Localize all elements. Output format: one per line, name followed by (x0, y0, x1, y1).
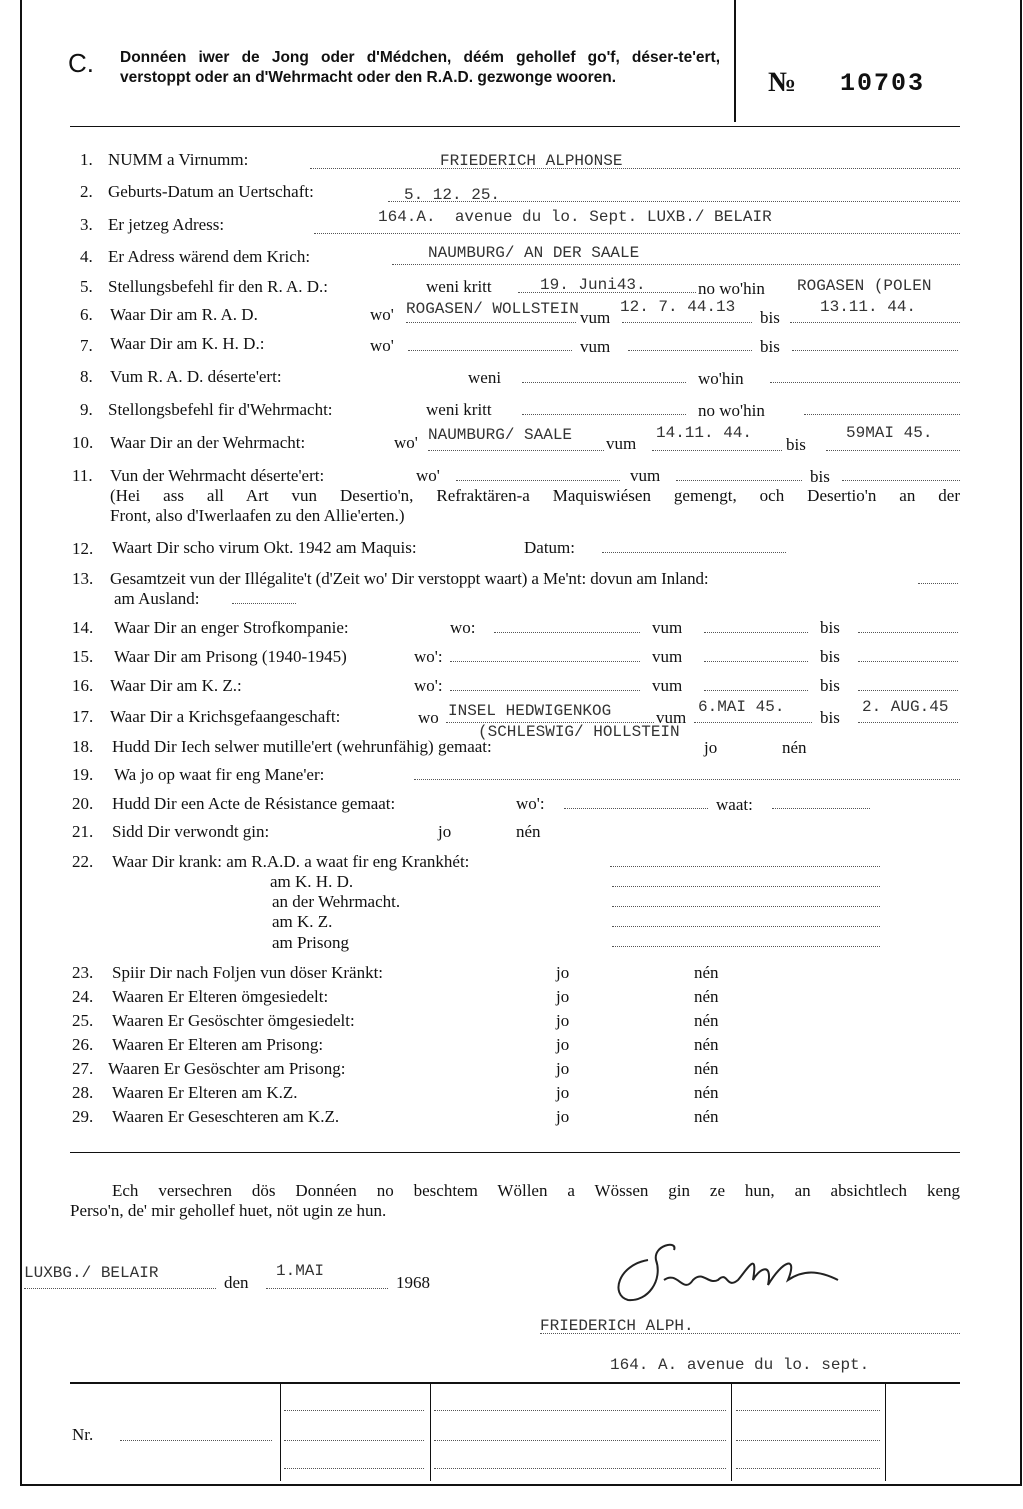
pow-from-field[interactable] (694, 722, 812, 723)
wohin-label: wo'hin (698, 369, 744, 388)
illness-wehrmacht-field[interactable] (612, 906, 880, 907)
desert-from-field[interactable] (676, 480, 802, 481)
kz-to-field[interactable] (858, 690, 958, 691)
rad-order-date: 19. Juni43. (540, 276, 646, 294)
item-number: 29. (72, 1107, 94, 1126)
table-cell[interactable] (284, 1468, 424, 1469)
item-number: 7. (80, 336, 93, 355)
item-number: 18. (72, 737, 94, 756)
illness-sub-label: am K. H. D. (270, 872, 354, 891)
bis-label: bis (820, 618, 840, 637)
illness-kz-field[interactable] (612, 926, 880, 927)
note-text: Front, also d'Iwerlaafen zu den Allie'erten.) (110, 506, 405, 525)
address-value: 164.A. avenue du lo. Sept. LUXB./ BELAIR (378, 208, 772, 226)
wounded-label: Sidd Dir verwondt gin: (112, 822, 270, 841)
table-cell[interactable] (284, 1410, 424, 1411)
item-number: 2. (80, 182, 93, 201)
no-option[interactable]: nén (782, 738, 807, 757)
rad-to-field[interactable] (790, 322, 960, 323)
wo-label: wo' (370, 336, 394, 355)
datum-label: Datum: (524, 538, 575, 557)
table-column-divider (430, 1383, 431, 1481)
wo-label: wo': (414, 647, 443, 666)
pow-place-region: (SCHLESWIG/ HOLLSTEIN (478, 723, 680, 741)
mutilation-label: Hudd Dir Iech selwer mutille'ert (wehrunfähig) gemaat: (112, 737, 492, 756)
rad-order-destination: ROGASEN (POLEN (797, 277, 932, 295)
rad-from: 12. 7. 44.13 (620, 298, 736, 316)
item-number: 17. (72, 707, 94, 726)
signer-address: 164. A. avenue du lo. sept. (610, 1356, 870, 1374)
yes-option[interactable]: jo (556, 963, 570, 982)
prison-label: Waar Dir am Prisong (1940-1945) (114, 647, 347, 666)
war-address-label: Er Adress wärend dem Krich: (108, 247, 311, 266)
wehrmacht-order-date-field[interactable] (522, 414, 686, 415)
rad-desert-date-field[interactable] (522, 382, 686, 383)
khd-place-field[interactable] (408, 350, 572, 351)
desert-to-field[interactable] (842, 480, 960, 481)
abroad-field[interactable] (232, 603, 296, 604)
question-label: Spiir Dir nach Foljen vun döser Kränkt: (112, 963, 384, 982)
pow-label: Waar Dir a Krichsgefaangeschaft: (110, 707, 341, 726)
desert-place-field[interactable] (456, 480, 620, 481)
den-label: den (224, 1273, 249, 1292)
vum-label: vum (580, 337, 611, 356)
rad-desert-dest-field[interactable] (770, 382, 960, 383)
wo-label: wo' (394, 433, 418, 452)
vum-label: vum (656, 708, 687, 727)
table-top-border (70, 1382, 960, 1384)
item-number: 9. (80, 400, 93, 419)
rad-from-field[interactable] (622, 322, 752, 323)
illness-sub-label: am K. Z. (272, 912, 333, 931)
item-number: 12. (72, 539, 94, 558)
bis-label: bis (760, 337, 780, 356)
item-number: 25. (72, 1011, 94, 1030)
table-cell[interactable] (434, 1440, 726, 1441)
war-address-field[interactable] (392, 264, 960, 265)
illegality-label: Gesamtzeit vun der Illégalite't (d'Zeit wo' Dir verstoppt waart) a Me'nt: dovun am Inland: (110, 569, 709, 588)
no-option[interactable]: nén (694, 1083, 719, 1102)
kz-label: Waar Dir am K. Z.: (110, 676, 242, 695)
prison-to-field[interactable] (858, 661, 958, 662)
yes-option[interactable]: jo (438, 822, 452, 841)
item-number: 11. (72, 466, 93, 485)
rad-place: ROGASEN/ WOLLSTEIN (406, 300, 579, 318)
wo-label: wo' (370, 305, 394, 324)
divider (734, 0, 736, 122)
signing-year: 1968 (396, 1273, 430, 1292)
illness-rad-field[interactable] (610, 866, 880, 867)
vum-label: vum (580, 308, 611, 327)
bis-label: bis (820, 647, 840, 666)
rad-label: Waar Dir am R. A. D. (110, 305, 258, 324)
note-text: (Hei ass all Art vun Desertio'n, Refraktären-a Maquiswiésen gemengt, och Desertio'n an der (110, 486, 960, 505)
birth-value: 5. 12. 25. (404, 186, 501, 204)
item-number: 19. (72, 765, 94, 784)
yes-option[interactable]: jo (556, 1035, 570, 1054)
item-number: 28. (72, 1083, 94, 1102)
wehrmacht-order-dest-field[interactable] (804, 414, 960, 415)
vum-label: vum (652, 676, 683, 695)
item-number: 26. (72, 1035, 94, 1054)
declaration-text: Perso'n, de' mir gehollef huet, nöt ugin ze hun. (70, 1201, 387, 1220)
divider (70, 1152, 960, 1153)
address-field[interactable] (314, 233, 960, 234)
illness-prison-field[interactable] (612, 946, 880, 947)
item-number: 21. (72, 822, 94, 841)
yes-option[interactable]: jo (556, 1107, 570, 1126)
item-number: 15. (72, 647, 94, 666)
no-option[interactable]: nén (694, 1035, 719, 1054)
wehrmacht-desert-label: Vun der Wehrmacht déserte'ert: (110, 466, 325, 485)
question-label: Waaren Er Elteren am Prisong: (112, 1035, 324, 1054)
yes-option[interactable]: jo (704, 738, 718, 757)
wo-label: wo' (416, 466, 440, 485)
wohin-label: no wo'hin (698, 279, 765, 298)
number-symbol: № (768, 67, 797, 98)
nr-label: Nr. (72, 1425, 94, 1444)
question-label: Waaren Er Geseschteren am K.Z. (112, 1107, 340, 1126)
section-letter: C. (68, 48, 94, 78)
item-number: 24. (72, 987, 94, 1006)
declaration-text: Ech versechren dös Donnéen no beschtem Wöllen a Wössen gin ze hun, an absichtlech keng (112, 1181, 960, 1200)
signer-name: FRIEDERICH ALPH. (540, 1317, 694, 1335)
strafkompanie-from-field[interactable] (704, 632, 808, 633)
signature-field[interactable] (540, 1333, 960, 1334)
table-column-divider (280, 1383, 281, 1481)
khd-from-field[interactable] (628, 350, 752, 351)
pow-to-field[interactable] (858, 722, 958, 723)
form-title: Donnéen iwer de Jong oder d'Médchen, déém gehollef go'f, déser-te'ert, verstoppt oder an d'Wehrmacht oder den R.A.D. gezwonge wooren. (120, 49, 720, 86)
resistance-place-field[interactable] (564, 808, 708, 809)
table-cell[interactable] (736, 1468, 880, 1469)
table-cell[interactable] (736, 1440, 880, 1441)
weni-label: weni (468, 368, 502, 387)
rad-to: 13.11. 44. (820, 298, 917, 316)
signing-date: 1.MAI (276, 1262, 325, 1280)
manner-field[interactable] (414, 779, 960, 780)
no-option[interactable]: nén (516, 822, 541, 841)
item-number: 5. (80, 277, 93, 296)
question-label: Waaren Er Elteren ömgesiedelt: (112, 987, 329, 1006)
rad-place-field[interactable] (406, 322, 576, 323)
item-number: 20. (72, 794, 94, 813)
no-option[interactable]: nén (694, 987, 719, 1006)
question-label: Waaren Er Elteren am K.Z. (112, 1083, 298, 1102)
wehrmacht-to: 59MAI 45. (846, 424, 933, 442)
wehrmacht-from: 14.11. 44. (656, 424, 753, 442)
war-address-value: NAUMBURG/ AN DER SAALE (428, 244, 640, 262)
divider (70, 126, 960, 127)
item-number: 14. (72, 618, 94, 637)
table-column-divider (885, 1383, 886, 1481)
rad-desert-label: Vum R. A. D. déserte'ert: (110, 367, 282, 386)
table-cell[interactable] (284, 1440, 424, 1441)
khd-to-field[interactable] (792, 350, 958, 351)
wo-label: wo (418, 708, 439, 727)
item-number: 10. (72, 433, 94, 452)
resistance-label: Hudd Dir een Acte de Résistance gemaat: (112, 794, 396, 813)
maquis-label: Waart Dir scho virum Okt. 1942 am Maquis: (112, 538, 417, 557)
wohin-label: no wo'hin (698, 401, 765, 420)
address-label: Er jetzeg Adress: (108, 215, 225, 234)
prison-place-field[interactable] (450, 661, 640, 662)
bis-label: bis (820, 676, 840, 695)
question-label: Waaren Er Gesöschter ömgesiedelt: (112, 1011, 355, 1030)
signing-place-field[interactable] (24, 1288, 216, 1289)
no-option[interactable]: nén (694, 963, 719, 982)
table-cell[interactable] (434, 1410, 726, 1411)
strafkompanie-to-field[interactable] (858, 632, 958, 633)
wehrmacht-place: NAUMBURG/ SAALE (428, 426, 573, 444)
form-number: 10703 (840, 69, 926, 98)
bis-label: bis (786, 435, 806, 454)
inland-field[interactable] (918, 583, 958, 584)
khd-label: Waar Dir am K. H. D.: (110, 334, 265, 353)
prison-from-field[interactable] (704, 661, 808, 662)
signing-place: LUXBG./ BELAIR (24, 1264, 159, 1282)
item-number: 16. (72, 676, 94, 695)
name-label: NUMM a Virnumm: (108, 150, 249, 169)
wehrmacht-label: Waar Dir an der Wehrmacht: (110, 433, 306, 452)
pow-to: 2. AUG.45 (862, 698, 949, 716)
bis-label: bis (810, 467, 830, 486)
item-number: 8. (80, 367, 93, 386)
item-number: 27. (72, 1059, 94, 1078)
question-label: Waaren Er Gesöschter am Prisong: (108, 1059, 346, 1078)
yes-option[interactable]: jo (556, 987, 570, 1006)
yes-option[interactable]: jo (556, 1011, 570, 1030)
table-cell[interactable] (736, 1410, 880, 1411)
no-option[interactable]: nén (694, 1011, 719, 1030)
illness-sub-label: an der Wehrmacht. (272, 892, 401, 911)
table-cell[interactable] (434, 1468, 726, 1469)
weni-label: weni kritt (426, 277, 492, 296)
illness-khd-field[interactable] (612, 886, 880, 887)
kz-from-field[interactable] (704, 690, 808, 691)
vum-label: vum (652, 618, 683, 637)
waat-label: waat: (716, 795, 753, 814)
name-field[interactable] (310, 168, 960, 169)
wo-label: wo': (414, 676, 443, 695)
bis-label: bis (760, 308, 780, 327)
wehrmacht-place-field[interactable] (428, 450, 604, 451)
item-number: 6. (80, 305, 93, 324)
abroad-label: am Ausland: (114, 589, 200, 608)
wehrmacht-to-field[interactable] (826, 450, 960, 451)
illness-sub-label: am Prisong (272, 933, 349, 952)
item-number: 13. (72, 569, 94, 588)
no-option[interactable]: nén (694, 1059, 719, 1078)
wo-label: wo: (450, 618, 476, 637)
kz-place-field[interactable] (450, 690, 640, 691)
weni-label: weni kritt (426, 400, 492, 419)
strafkompanie-label: Waar Dir an enger Strofkompanie: (114, 618, 349, 637)
vum-label: vum (606, 434, 637, 453)
yes-option[interactable]: jo (556, 1059, 570, 1078)
table-column-divider (731, 1383, 732, 1481)
strafkompanie-place-field[interactable] (494, 632, 640, 633)
wehrmacht-order-label: Stellongsbefehl fir d'Wehrmacht: (108, 400, 333, 419)
rad-order-label: Stellungsbefehl fir den R. A. D.: (108, 277, 329, 296)
wo-label: wo': (516, 794, 545, 813)
pow-from: 6.MAI 45. (698, 698, 785, 716)
pow-place: INSEL HEDWIGENKOG (448, 702, 612, 720)
signature (608, 1240, 848, 1320)
item-number: 1. (80, 150, 93, 169)
resistance-what-field[interactable] (772, 808, 870, 809)
vum-label: vum (630, 466, 661, 485)
no-option[interactable]: nén (694, 1107, 719, 1126)
bis-label: bis (820, 708, 840, 727)
manner-label: Wa jo op waat fir eng Mane'er: (114, 765, 325, 784)
item-number: 22. (72, 852, 94, 871)
name-value: FRIEDERICH ALPHONSE (440, 152, 623, 170)
vum-label: vum (652, 647, 683, 666)
illness-label: Waar Dir krank: am R.A.D. a waat fir eng Krankhét: (112, 852, 470, 871)
yes-option[interactable]: jo (556, 1083, 570, 1102)
birth-label: Geburts-Datum an Uertschaft: (108, 182, 314, 201)
wehrmacht-from-field[interactable] (652, 450, 782, 451)
item-number: 4. (80, 247, 93, 266)
item-number: 3. (80, 215, 93, 234)
nr-field[interactable] (120, 1440, 272, 1441)
signing-date-field[interactable] (266, 1288, 388, 1289)
item-number: 23. (72, 963, 94, 982)
maquis-date-field[interactable] (602, 552, 786, 553)
